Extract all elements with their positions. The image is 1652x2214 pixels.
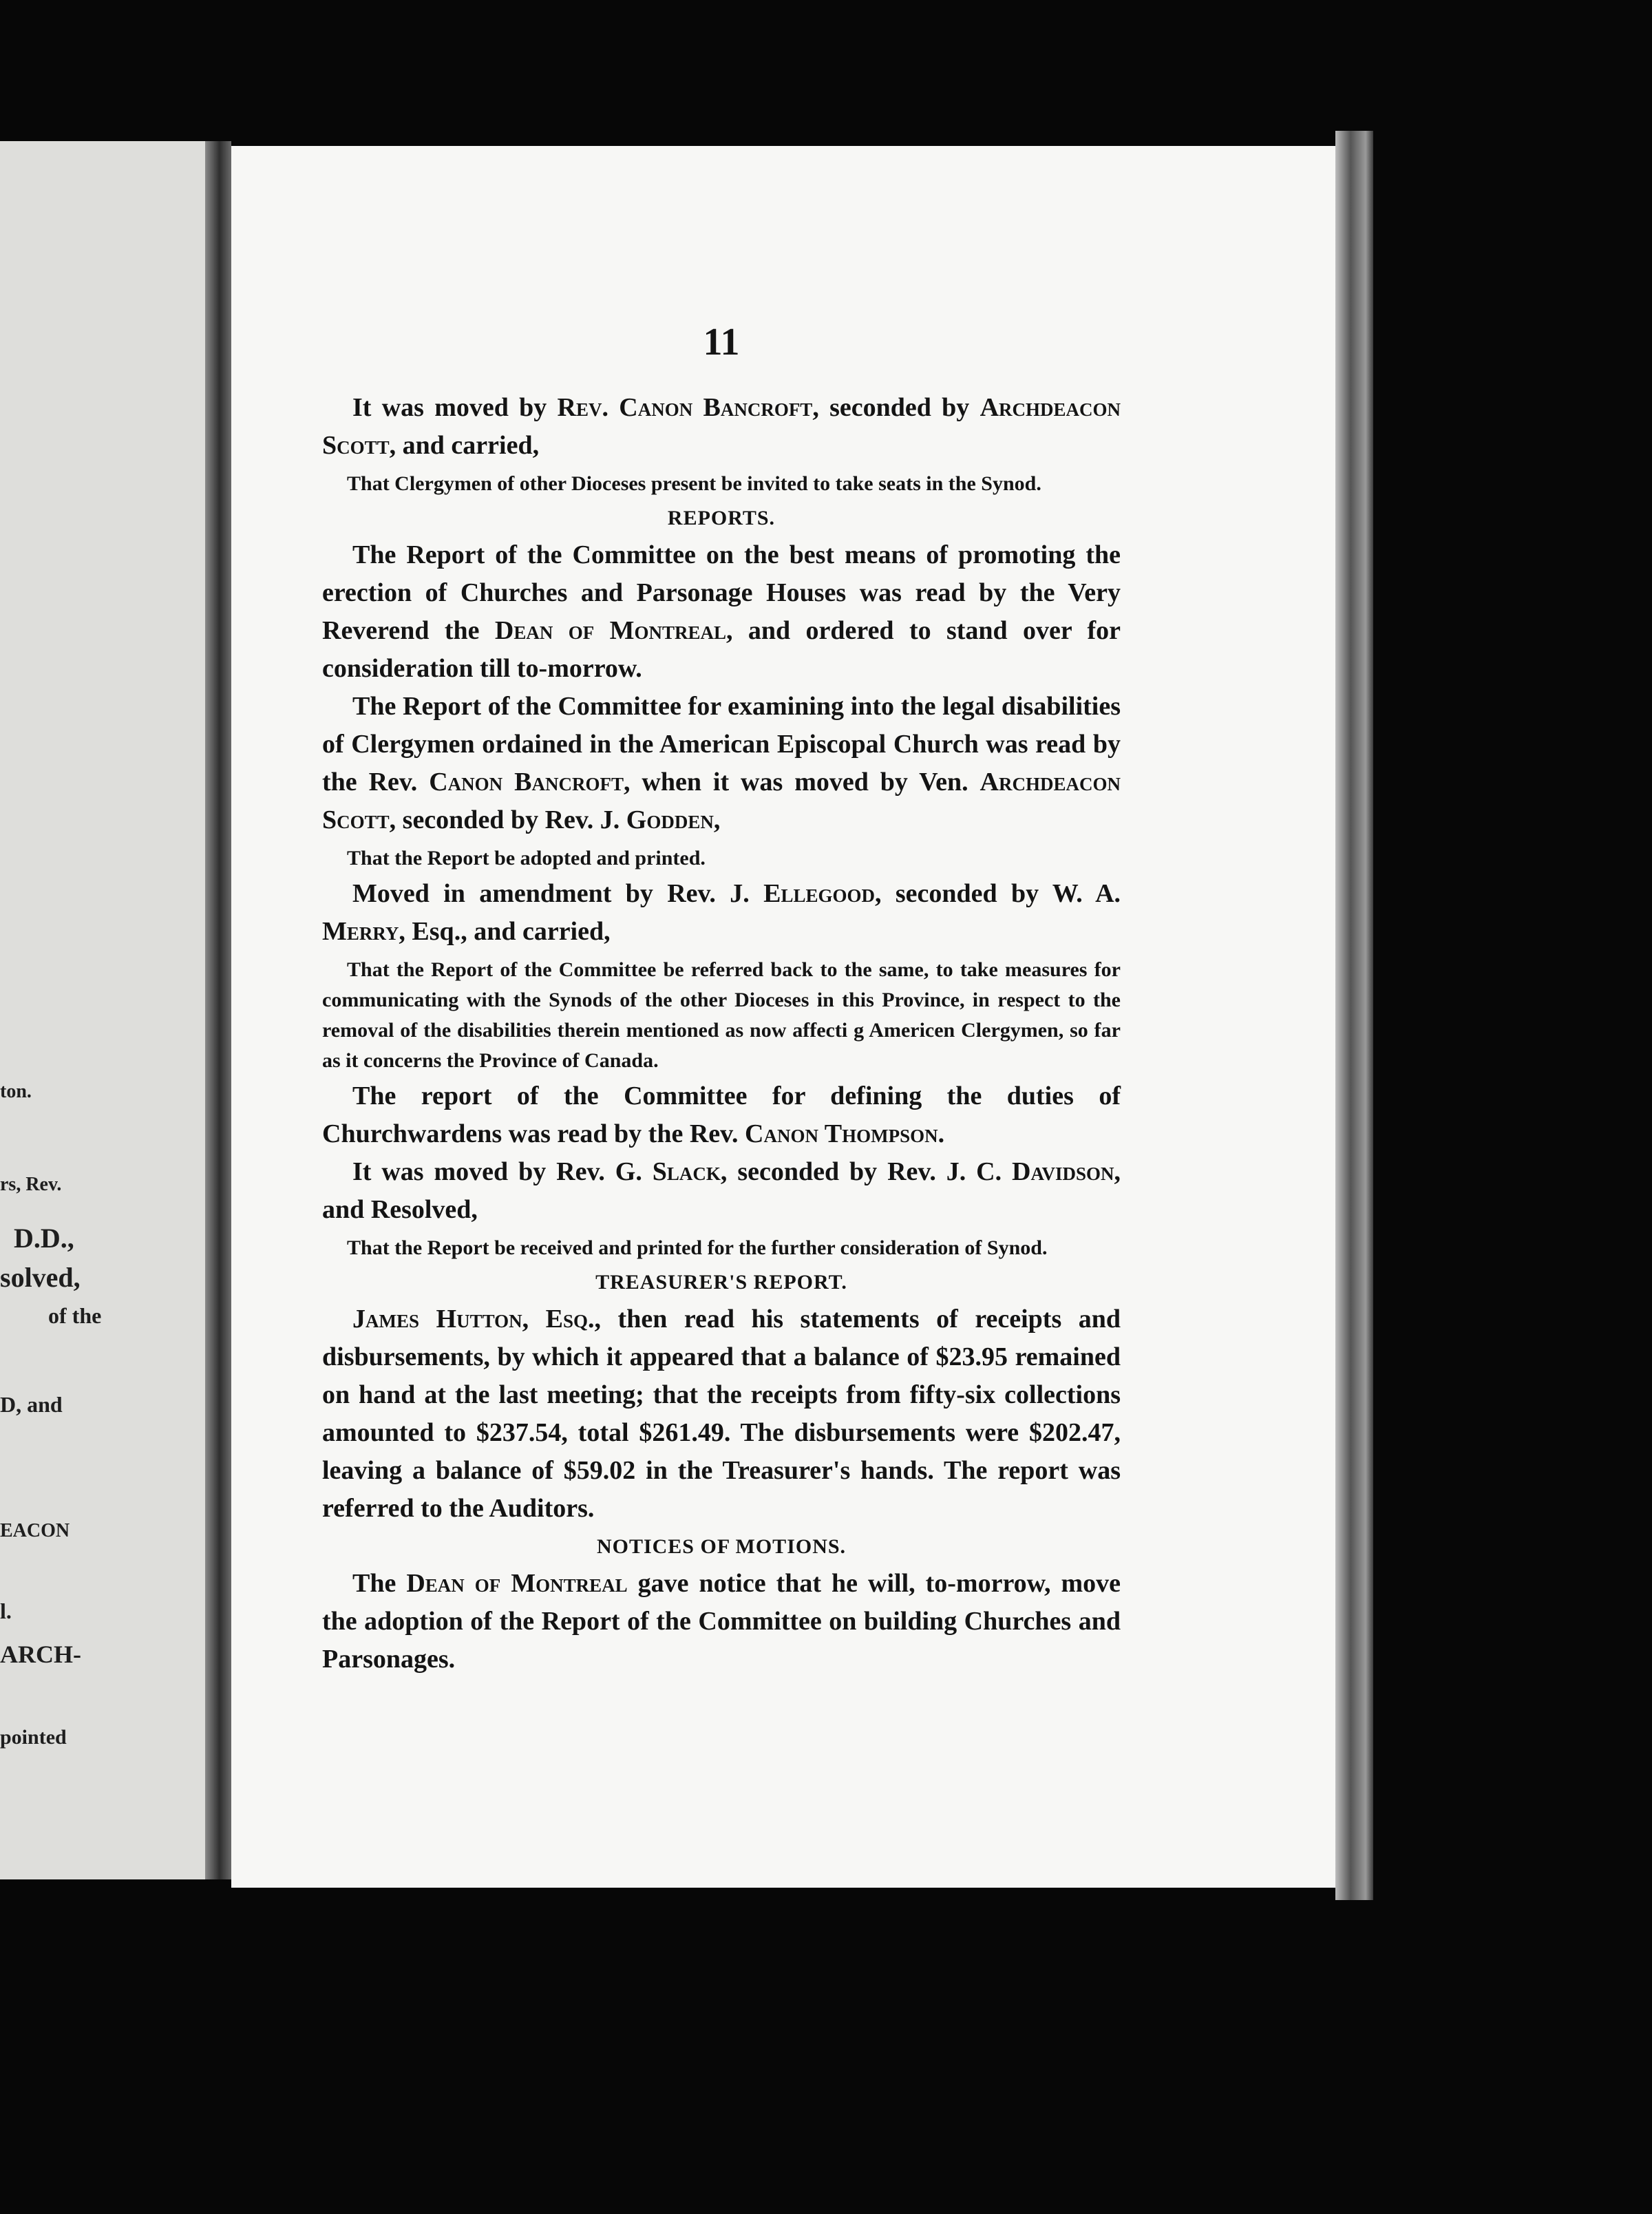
person-name: Canon Thompson — [745, 1119, 938, 1148]
left-page — [0, 141, 213, 1879]
text-run: , seconded by W. A. — [875, 879, 1121, 908]
page-edge — [1335, 131, 1373, 1900]
text-run: , then read his statements of receipts and disbursements, by which it appeared that a balance of $23.95 remained on hand at the last meeting; that the receipts from fifty-six collections amounted to $237.54, total $261.49. The disbursements were $202.47, leaving a balance of $59.02 in the Treasurer's hands. The report was referred to the Auditors. — [322, 1305, 1121, 1523]
report-paragraph — [322, 688, 1121, 839]
person-name: Canon Bancroft — [429, 768, 624, 797]
text-run: The — [352, 1569, 407, 1598]
person-name: Davidson — [1012, 1157, 1114, 1186]
text-run: It was moved by — [352, 393, 558, 422]
section-heading-treasurer: TREASURER'S REPORT. — [595, 1271, 847, 1294]
person-name: Dean of Montreal — [406, 1569, 628, 1598]
motion-paragraph — [322, 1153, 1121, 1229]
section-heading-notices: NOTICES OF MOTIONS. — [596, 1535, 847, 1558]
text-run: , and Resolved, — [322, 1157, 1121, 1224]
text-run: , seconded by Rev. J. — [389, 805, 626, 834]
person-name: Slack — [652, 1157, 721, 1186]
motion-paragraph — [322, 389, 1121, 465]
person-name: Dean of Montreal — [494, 616, 726, 645]
page-text — [322, 320, 1121, 1678]
person-name: Rev. Canon Bancroft — [557, 393, 813, 422]
amendment-paragraph — [322, 875, 1121, 951]
resolution-text: That the Report be received and printed for the further consideration of Synod. — [347, 1236, 1048, 1259]
title-abbrev: Esq. — [545, 1305, 595, 1333]
left-fragment: ton. — [0, 1081, 32, 1102]
left-fragment: ARCH- — [0, 1641, 81, 1668]
text-run: , seconded by — [812, 393, 980, 422]
text-run: Moved in amendment by Rev. J. — [352, 879, 764, 908]
text-run: , and carried, — [389, 431, 540, 460]
report-paragraph — [322, 536, 1121, 688]
person-name: James Hutton — [352, 1305, 522, 1333]
left-fragment: EACON — [0, 1520, 70, 1541]
text-run: , — [522, 1305, 546, 1333]
report-paragraph — [322, 1077, 1121, 1153]
page-number: 11 — [703, 321, 740, 363]
left-fragment: rs, Rev. — [0, 1174, 62, 1195]
person-name: Merry — [322, 917, 399, 946]
person-name: Archdeacon Scott — [322, 768, 1121, 834]
text-run: , when it was moved by Ven. — [623, 768, 980, 797]
left-fragment: solved, — [0, 1262, 81, 1293]
text-run: gave notice that he will, to-morrow, move the adoption of the Report of the Committee on building Churches and Parsonages. — [322, 1569, 1121, 1674]
resolution-text: That the Report be adopted and printed. — [347, 847, 706, 869]
person-name: Archdeacon Scott — [322, 393, 1121, 460]
text-run: The Report of the Committee on the best means of promoting the erection of Churches and Parsonage Houses was read by the Very Reverend the — [322, 540, 1121, 645]
person-name: Ellegood — [763, 879, 875, 908]
text-run: . — [938, 1119, 945, 1148]
left-fragment: pointed — [0, 1726, 67, 1749]
text-run: , seconded by Rev. J. C. — [720, 1157, 1013, 1186]
text-run: , and ordered to stand over for consideration till to-morrow. — [322, 616, 1121, 683]
left-fragment: of the — [48, 1303, 102, 1328]
resolution-text: That the Report of the Committee be referred back to the same, to take measures for communicating with the Synods of the other Dioceses in this Province, in respect to the removal of the disabilities therein mentioned as now affecti g Americen Clergymen, so far as it concerns the Province of Canada. — [322, 958, 1121, 1072]
text-run: , — [713, 805, 721, 834]
left-fragment: D.D., — [14, 1223, 74, 1254]
left-fragment: D, and — [0, 1392, 63, 1417]
text-run: , Esq., and carried, — [399, 917, 611, 946]
person-name: Godden — [626, 805, 714, 834]
text-run: The Report of the Committee for examining into the legal disabilities of Clergymen ordained in the American Episcopal Church was read by the Rev. — [322, 692, 1121, 797]
left-fragment: l. — [0, 1599, 12, 1623]
treasurer-paragraph — [322, 1300, 1121, 1528]
text-run: The report of the Committee for defining the duties of Churchwardens was read by the Rev. — [322, 1082, 1121, 1148]
section-heading-reports: REPORTS. — [667, 507, 776, 529]
resolution-text: That Clergymen of other Dioceses present be invited to take seats in the Synod. — [347, 472, 1041, 495]
text-run: It was moved by Rev. G. — [352, 1157, 653, 1186]
notice-paragraph — [322, 1565, 1121, 1678]
book-gutter — [205, 141, 231, 1879]
